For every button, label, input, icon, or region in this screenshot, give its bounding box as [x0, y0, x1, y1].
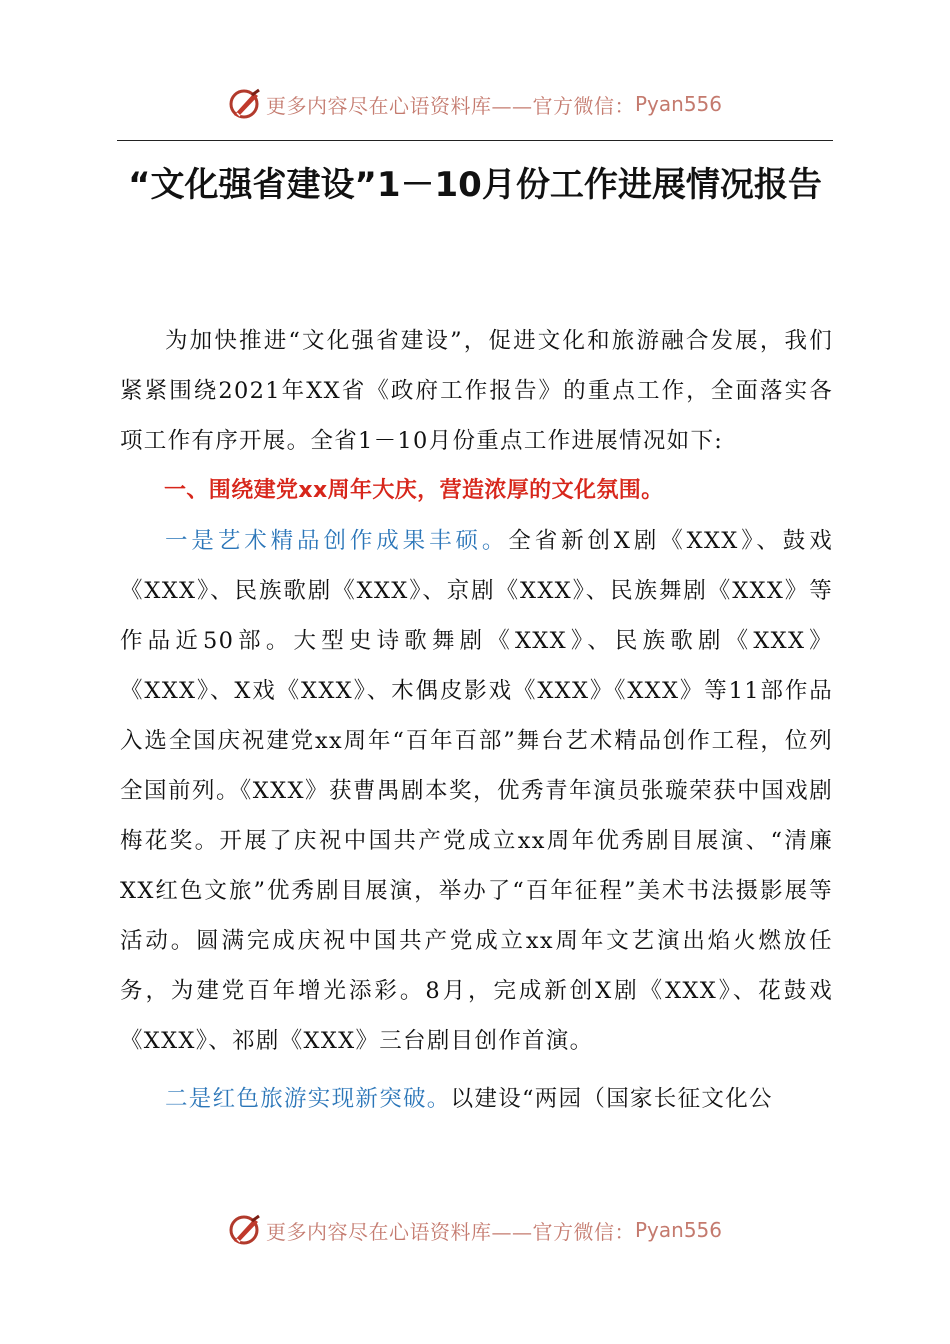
- banner-text: 更多内容尽在心语资料库——官方微信：: [265, 93, 635, 118]
- document-title: “文化强省建设”1－10月份工作进展情况报告: [128, 165, 822, 205]
- document-body: [120, 316, 833, 1124]
- pen-logo-icon: [228, 87, 262, 121]
- paragraph-red-tourism: [120, 1074, 833, 1124]
- paragraph-body: 以建设“两园（国家长征文化公: [450, 1086, 773, 1112]
- banner-wechat-id: Pyan556: [634, 1218, 722, 1242]
- footer-banner: [0, 1210, 950, 1250]
- paragraph-art-works: [120, 516, 833, 1066]
- header-banner: [0, 84, 950, 124]
- banner-text: 更多内容尽在心语资料库——官方微信：: [265, 1219, 635, 1244]
- header-divider: [117, 140, 833, 141]
- section-heading: 一、围绕建党xx周年大庆，营造浓厚的文化氛围。: [164, 478, 664, 503]
- pen-logo-icon: [228, 1213, 262, 1247]
- paragraph-body: 全省新创X剧《XXX》、鼓戏《XXX》、民族歌剧《XXX》、京剧《XXX》、民族舞剧《XXX》等作品近50部。大型史诗歌舞剧《XXX》、民族歌剧《XXX》《XXX》、X戏《XXX》、木偶皮影戏《XXX》《XXX》等11部作品入选全国庆祝建党xx周年“百年百部”舞台艺术精品创作工程，位列全国前列。《XXX》获曹禺剧本奖，优秀青年演员张璇荣获中国戏剧梅花奖。开展了庆祝中国共产党成立xx周年优秀剧目展演、“清廉XX红色文旅”优秀剧目展演，举办了“百年征程”美术书法摄影展等活动。圆满完成庆祝中国共产党成立xx周年文艺演出焰火燃放任务，为建党百年增光添彩。8月，完成新创X剧《XXX》、花鼓戏《XXX》、祁剧《XXX》三台剧目创作首演。: [120, 528, 833, 1054]
- intro-paragraph: 为加快推进“文化强省建设”，促进文化和旅游融合发展，我们紧紧围绕2021年XX省《政府工作报告》的重点工作，全面落实各项工作有序开展。全省1－10月份重点工作进展情况如下:: [120, 328, 833, 454]
- banner-wechat-id: Pyan556: [634, 92, 722, 116]
- paragraph-lead: 一是艺术精品创作成果丰硕。: [165, 528, 509, 554]
- paragraph-lead: 二是红色旅游实现新突破。: [165, 1086, 451, 1112]
